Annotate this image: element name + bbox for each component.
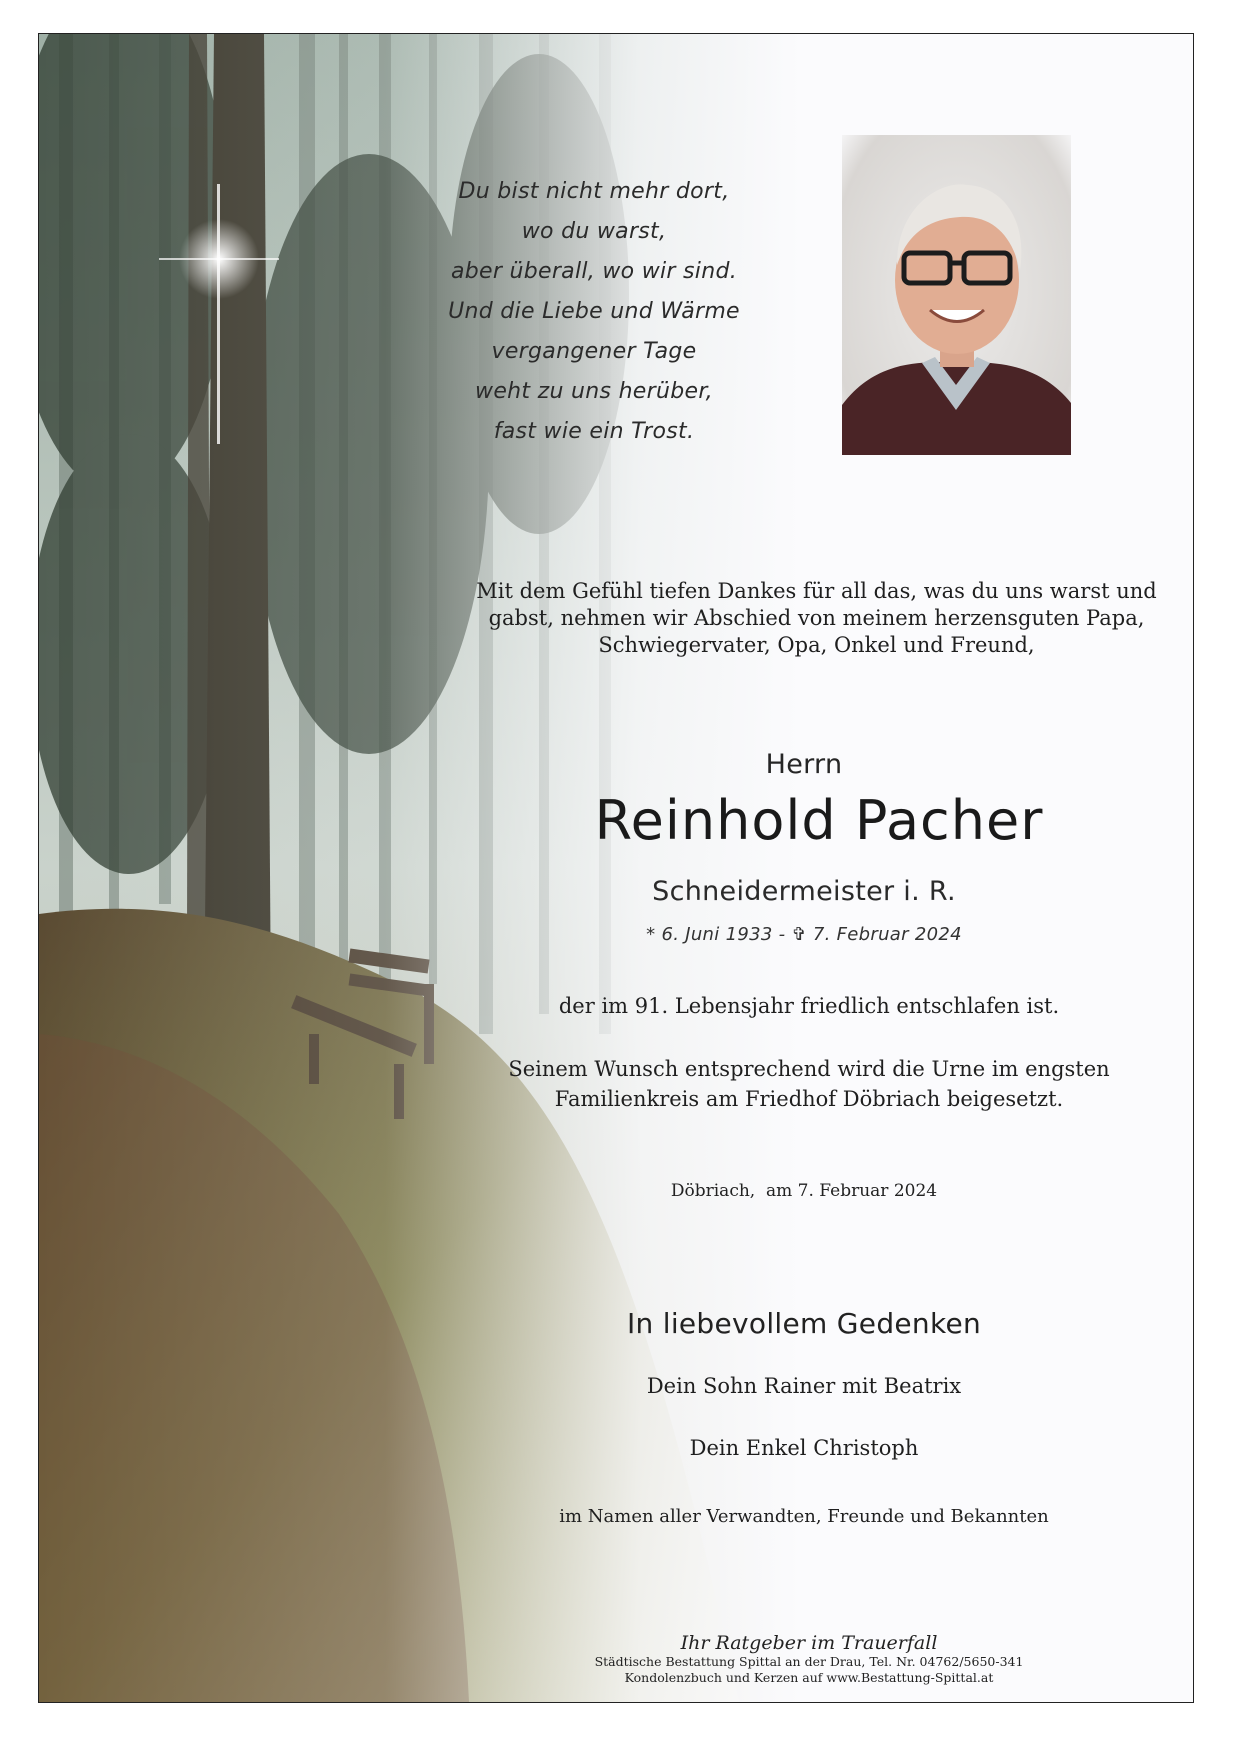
intro-line: gabst, nehmen wir Abschied von meinem herzensguten Papa, — [488, 606, 1145, 630]
poem-line: wo du warst, — [521, 219, 667, 244]
poem — [379, 172, 809, 452]
passed-text: der im 91. Lebensjahr friedlich entschlafen ist. — [558, 994, 1060, 1018]
footer-condolence: Kondolenzbuch und Kerzen auf www.Bestattung-Spittal.at — [624, 1670, 994, 1685]
mourner: Dein Sohn Rainer mit Beatrix — [646, 1374, 962, 1398]
intro-line: Schwiegervater, Opa, Onkel und Freund, — [598, 633, 1035, 657]
intro-text — [444, 578, 1189, 659]
place-and-date: Döbriach, am 7. Februar 2024 — [670, 1181, 938, 1201]
mourner: Dein Enkel Christoph — [689, 1436, 919, 1460]
mourner: im Namen aller Verwandten, Freunde und Bekannten — [559, 1506, 1049, 1527]
poem-line: fast wie ein Trost. — [493, 419, 695, 444]
footer — [579, 1632, 1039, 1686]
wish-line: Familienkreis am Friedhof Döbriach beigesetzt. — [554, 1087, 1064, 1111]
poem-line: Und die Liebe und Wärme — [448, 299, 740, 324]
deceased-name: Reinhold Pacher — [594, 789, 1044, 852]
deceased-occupation: Schneidermeister i. R. — [652, 876, 956, 907]
wish-line: Seinem Wunsch entsprechend wird die Urne im engsten — [508, 1057, 1110, 1081]
memory-heading: In liebevollem Gedenken — [626, 1307, 982, 1340]
intro-line: Mit dem Gefühl tiefen Dankes für all das, was du uns warst und — [476, 579, 1157, 603]
salutation: Herrn — [765, 749, 843, 780]
poem-line: Du bist nicht mehr dort, — [458, 179, 730, 204]
poem-line: weht zu uns herüber, — [475, 379, 713, 404]
poem-line: aber überall, wo wir sind. — [450, 259, 738, 284]
life-dates: * 6. Juni 1933 - ✞ 7. Februar 2024 — [646, 924, 962, 945]
poem-line: vergangener Tage — [491, 339, 697, 364]
portrait-photo — [842, 135, 1071, 482]
footer-slogan: Ihr Ratgeber im Trauerfall — [680, 1632, 938, 1654]
funeral-wish — [469, 1054, 1149, 1114]
obituary-card — [38, 33, 1194, 1703]
footer-company: Städtische Bestattung Spittal an der Drau, Tel. Nr. 04762/5650-341 — [594, 1654, 1024, 1669]
